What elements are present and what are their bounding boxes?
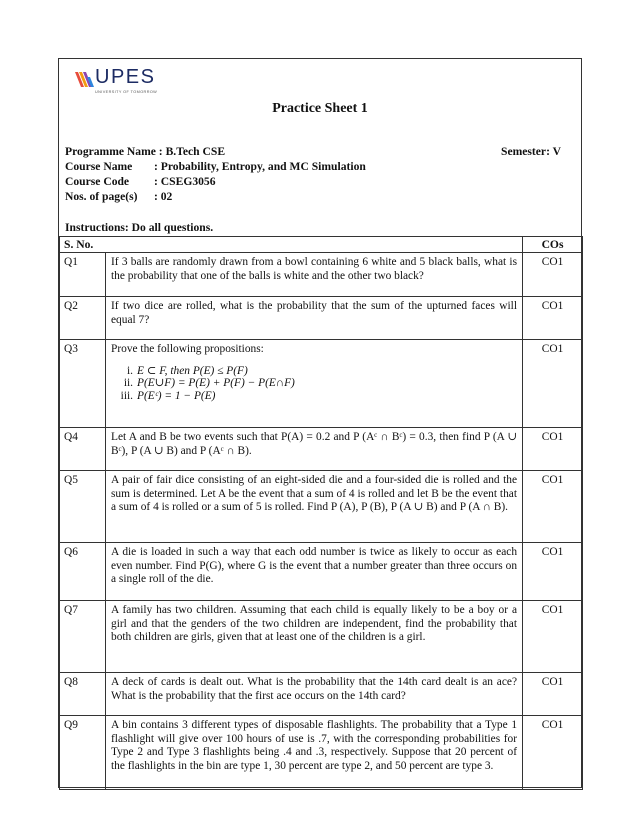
question-text: A die is loaded in such a way that each odd number is twice as likely to occur as each even number. Find P(G), where G is the event that a number greater than three occurs on a single roll of the die. bbox=[106, 543, 523, 601]
question-number: Q1 bbox=[60, 253, 106, 297]
question-intro: Prove the following propositions: bbox=[111, 343, 264, 355]
semester-label: Semester: V bbox=[501, 145, 561, 158]
programme-value: B.Tech CSE bbox=[165, 145, 226, 158]
course-code-label: Course Code bbox=[65, 175, 130, 188]
logo-text: UPES bbox=[95, 66, 156, 88]
item-expression: P(E∪F) = P(E) + P(F) − P(E∩F) bbox=[137, 377, 295, 390]
programme-line bbox=[65, 144, 225, 160]
page-title: Practice Sheet 1 bbox=[272, 101, 368, 116]
list-item bbox=[117, 390, 517, 403]
question-number: Q6 bbox=[60, 543, 106, 601]
question-number: Q2 bbox=[60, 297, 106, 340]
course-name-line bbox=[65, 159, 366, 175]
upes-logo bbox=[73, 67, 163, 101]
programme-label: Programme Name : bbox=[65, 145, 163, 158]
question-text: A deck of cards is dealt out. What is the probability that the 14th card dealt is an ace? What is the probability that the first ace occurs on the 14th card? bbox=[106, 673, 523, 716]
course-outcome: CO1 bbox=[523, 471, 583, 543]
item-expression: P(Eᶜ) = 1 − P(E) bbox=[137, 390, 216, 403]
question-text bbox=[106, 340, 523, 428]
course-outcome: CO1 bbox=[523, 428, 583, 471]
table-row bbox=[60, 253, 583, 297]
course-outcome: CO1 bbox=[523, 716, 583, 790]
course-code-line bbox=[65, 174, 216, 190]
item-expression: E ⊂ F, then P(E) ≤ P(F) bbox=[137, 364, 248, 377]
table-row bbox=[60, 716, 583, 790]
pages-label: Nos. of page(s) bbox=[65, 190, 138, 203]
table-row bbox=[60, 428, 583, 471]
pages-value: : 02 bbox=[154, 190, 173, 203]
question-text: A family has two children. Assuming that each child is equally likely to be a boy or a girl and that the genders of the two children are independent, find the probability that both children are girls, given that at least one of the children is a girl. bbox=[106, 601, 523, 673]
instructions: Instructions: Do all questions. bbox=[65, 221, 214, 234]
course-outcome: CO1 bbox=[523, 543, 583, 601]
question-text: A pair of fair dice consisting of an eight-sided die and a four-sided die is rolled and the sum is determined. Let A be the event that a sum of 4 is rolled and let B be the event that a sum of 4 is rolled or a sum of 5 is rolled. Find P (A), P (B), P (A ∪ B) and P (A ∩ B). bbox=[106, 471, 523, 543]
item-number: i. bbox=[126, 364, 133, 377]
upes-emblem-icon bbox=[73, 69, 97, 91]
table-row bbox=[60, 673, 583, 716]
list-item bbox=[117, 377, 517, 390]
logo-subtitle: UNIVERSITY OF TOMORROW bbox=[95, 90, 158, 94]
table-row bbox=[60, 601, 583, 673]
question-number: Q7 bbox=[60, 601, 106, 673]
question-number: Q5 bbox=[60, 471, 106, 543]
table-row bbox=[60, 297, 583, 340]
list-item bbox=[117, 365, 517, 378]
table-header-row bbox=[60, 237, 583, 253]
table-row bbox=[60, 340, 583, 428]
course-outcome: CO1 bbox=[523, 297, 583, 340]
pages-line bbox=[65, 189, 172, 205]
item-number: iii. bbox=[120, 390, 133, 403]
cos-header: COs bbox=[523, 237, 583, 253]
course-outcome: CO1 bbox=[523, 601, 583, 673]
question-number: Q4 bbox=[60, 428, 106, 471]
question-number: Q9 bbox=[60, 716, 106, 790]
question-text: If two dice are rolled, what is the probability that the sum of the upturned faces will equal 7? bbox=[106, 297, 523, 340]
course-name-label: Course Name bbox=[65, 160, 133, 173]
course-name-value: : Probability, Entropy, and MC Simulation bbox=[154, 160, 366, 173]
question-text: If 3 balls are randomly drawn from a bowl containing 6 white and 5 black balls, what is the probability that one of the balls is white and the other two black? bbox=[106, 253, 523, 297]
question-text: Let A and B be two events such that P(A) = 0.2 and P (Aᶜ ∩ Bᶜ) = 0.3, then find P (A ∪ Bᶜ), P (A ∪ B) and P (Aᶜ ∩ B). bbox=[106, 428, 523, 471]
course-outcome: CO1 bbox=[523, 253, 583, 297]
questions-table bbox=[59, 236, 583, 790]
question-number: Q3 bbox=[60, 340, 106, 428]
course-outcome: CO1 bbox=[523, 673, 583, 716]
sno-header: S. No. bbox=[60, 237, 523, 253]
course-code-value: : CSEG3056 bbox=[154, 175, 216, 188]
table-row bbox=[60, 471, 583, 543]
question-number: Q8 bbox=[60, 673, 106, 716]
question-text: A bin contains 3 different types of disposable flashlights. The probability that a Type 1 flashlight will give over 100 hours of use is .7, with the corresponding probabilities for Type 2 and Type 3 flashlights being .4 and .3, respectively. Suppose that 20 percent of the flashlights in the bin are type 1, 30 percent are type 2, and 50 percent are type 3. bbox=[106, 716, 523, 790]
course-outcome: CO1 bbox=[523, 340, 583, 428]
propositions-list bbox=[117, 365, 517, 403]
item-number: ii. bbox=[123, 377, 133, 390]
table-row bbox=[60, 543, 583, 601]
practice-sheet-page bbox=[58, 58, 582, 788]
